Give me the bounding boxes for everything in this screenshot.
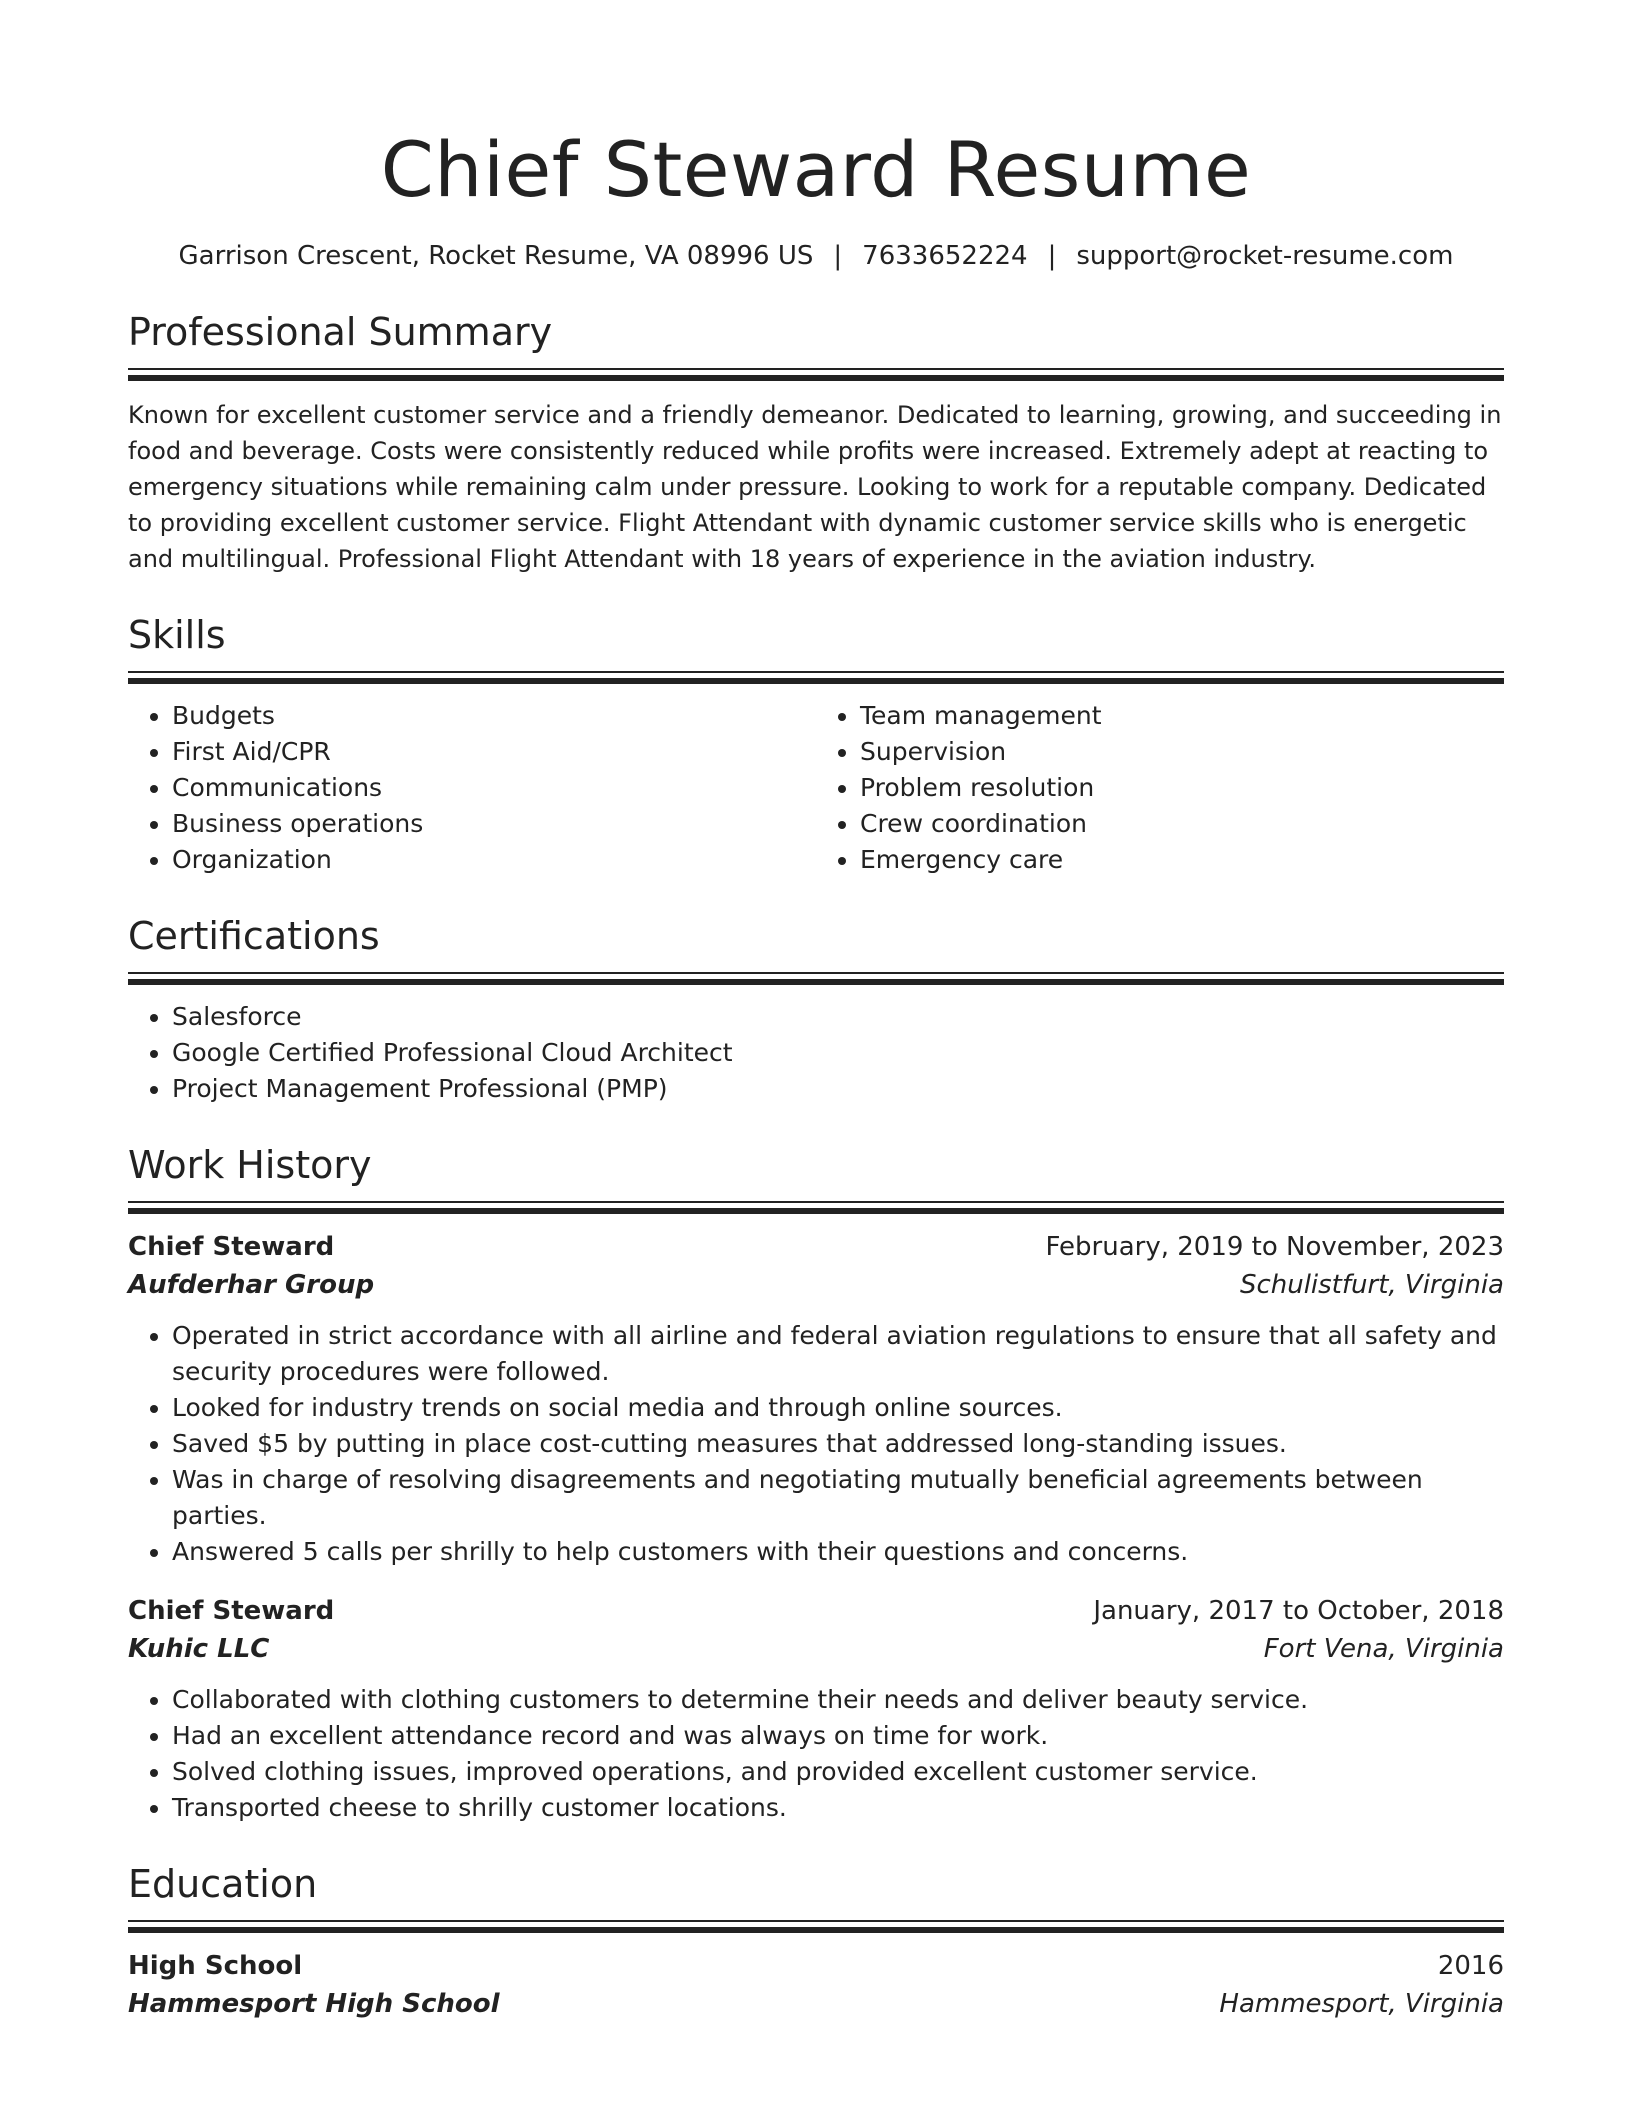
job-dates: February, 2019 to November, 2023 <box>1045 1232 1504 1262</box>
section-title-work-history: Work History <box>128 1143 372 1187</box>
skill-item: • Crew coordination <box>860 806 1504 842</box>
job-entry <box>128 1228 1504 1570</box>
contact-separator: | <box>833 241 843 271</box>
skill-item: • Budgets <box>172 698 816 734</box>
skill-item: • Problem resolution <box>860 770 1504 806</box>
section-rule-thick <box>128 1927 1504 1933</box>
job-company: Aufderhar Group <box>128 1270 375 1300</box>
contact-phone: 7633652224 <box>862 241 1028 271</box>
section-rule-thin <box>128 972 1504 974</box>
section-rule-thick <box>128 979 1504 985</box>
job-bullets <box>128 1682 1504 1826</box>
job-title: Chief Steward <box>128 1232 335 1262</box>
education-degree: High School <box>128 1951 303 1981</box>
education-location: Hammesport, Virginia <box>1219 1989 1504 2019</box>
job-company-row <box>128 1266 1504 1304</box>
education-section <box>128 1860 1504 2023</box>
section-title-summary: Professional Summary <box>128 310 553 354</box>
job-company: Kuhic LLC <box>128 1634 270 1664</box>
summary-text: Known for excellent customer service and a friendly demeanor. Dedicated to learning, growing, and succeeding in food and beverage. Costs were consistently reduced while profits were increased. Extremely adept at reacting to emergency situations while remaining calm under pressure. Looking to work for a reputable company. Dedicated to providing excellent customer service. Flight Attendant with dynamic customer service skills who is energetic and multilingual. Professional Flight Attendant with 18 years of experience in the aviation industry. <box>128 401 1502 573</box>
job-entry <box>128 1592 1504 1826</box>
contact-address: Garrison Crescent, Rocket Resume, VA 08996 US <box>178 241 814 271</box>
skill-item: • Business operations <box>172 806 816 842</box>
certification-item: • Google Certified Professional Cloud Architect <box>172 1035 1504 1071</box>
section-rule-thin <box>128 368 1504 370</box>
skill-item: • First Aid/CPR <box>172 734 816 770</box>
education-header-row <box>128 1947 1504 1985</box>
skill-item: • Emergency care <box>860 842 1504 878</box>
section-rule-thin <box>128 671 1504 673</box>
job-location: Fort Vena, Virginia <box>1263 1634 1504 1664</box>
skills-grid <box>128 684 1504 878</box>
job-bullet: • Transported cheese to shrilly customer locations. <box>172 1790 1504 1826</box>
certifications-section <box>128 912 1504 1107</box>
certification-item: • Salesforce <box>172 999 1504 1035</box>
education-year: 2016 <box>1437 1951 1504 1981</box>
job-bullet: • Collaborated with clothing customers to determine their needs and deliver beauty service. <box>172 1682 1504 1718</box>
skills-section <box>128 611 1504 878</box>
certifications-list <box>128 999 1504 1107</box>
job-title: Chief Steward <box>128 1596 335 1626</box>
contact-line <box>128 238 1504 274</box>
job-bullet: • Had an excellent attendance record and was always on time for work. <box>172 1718 1504 1754</box>
skill-item: • Supervision <box>860 734 1504 770</box>
job-dates: January, 2017 to October, 2018 <box>1093 1596 1504 1626</box>
work-history-section <box>128 1141 1504 1826</box>
section-rule-thin <box>128 1920 1504 1922</box>
resume-title: Chief Steward Resume <box>380 125 1252 214</box>
job-location: Schulistfurt, Virginia <box>1239 1270 1504 1300</box>
skills-list-right <box>816 698 1504 878</box>
skill-item: • Organization <box>172 842 816 878</box>
job-bullet: • Was in charge of resolving disagreements and negotiating mutually beneficial agreements between parties. <box>172 1462 1504 1534</box>
job-bullet: • Saved $5 by putting in place cost-cutting measures that addressed long-standing issues. <box>172 1426 1504 1462</box>
job-bullet: • Operated in strict accordance with all airline and federal aviation regulations to ensure that all safety and security procedures were followed. <box>172 1318 1504 1390</box>
contact-separator: | <box>1047 241 1057 271</box>
section-rule-thin <box>128 1201 1504 1203</box>
section-rule-thick <box>128 1208 1504 1214</box>
job-bullet: • Looked for industry trends on social media and through online sources. <box>172 1390 1504 1426</box>
job-company-row <box>128 1630 1504 1668</box>
education-school-row <box>128 1985 1504 2023</box>
certification-item: • Project Management Professional (PMP) <box>172 1071 1504 1107</box>
section-title-certifications: Certifications <box>128 914 380 958</box>
skill-item: • Team management <box>860 698 1504 734</box>
summary-section <box>128 308 1504 577</box>
section-title-education: Education <box>128 1862 318 1906</box>
job-header-row <box>128 1592 1504 1630</box>
education-entry <box>128 1947 1504 2023</box>
education-school: Hammesport High School <box>128 1989 500 2019</box>
job-header-row <box>128 1228 1504 1266</box>
skill-item: • Communications <box>172 770 816 806</box>
section-title-skills: Skills <box>128 613 226 657</box>
job-bullet: • Solved clothing issues, improved operations, and provided excellent customer service. <box>172 1754 1504 1790</box>
skills-list-left <box>128 698 816 878</box>
job-bullet: • Answered 5 calls per shrilly to help customers with their questions and concerns. <box>172 1534 1504 1570</box>
section-rule-thick <box>128 375 1504 381</box>
contact-email: support@rocket-resume.com <box>1076 241 1454 271</box>
job-bullets <box>128 1318 1504 1570</box>
